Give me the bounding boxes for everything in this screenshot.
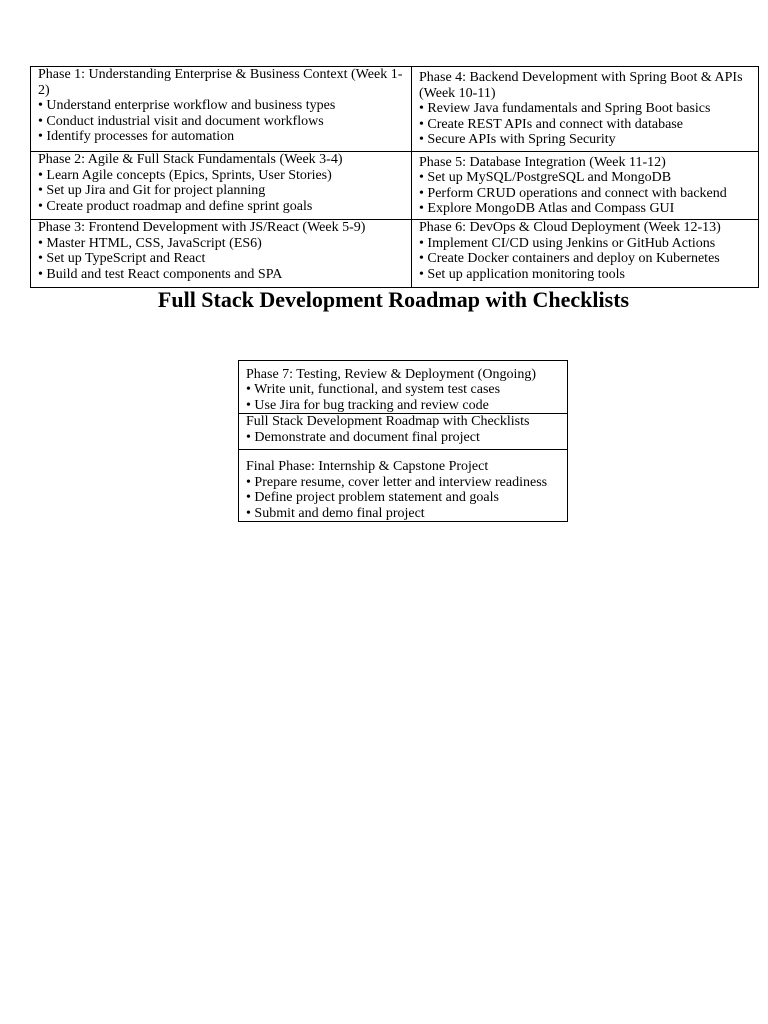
final-phases-table (238, 360, 568, 522)
phase-1-cell (31, 67, 412, 152)
roadmap-summary-cell (239, 414, 568, 450)
phase-7-title: Phase 7: Testing, Review & Deployment (Ongoing) (246, 366, 537, 382)
final-phase-title: Final Phase: Internship & Capstone Project (246, 459, 489, 474)
phase-7-item: • Write unit, functional, and system test cases (246, 382, 501, 397)
phase-1-item: • Identify processes for automation (38, 129, 235, 144)
phase-6-item: • Implement CI/CD using Jenkins or GitHub Actions (419, 235, 716, 251)
roadmap-summary-item: • Demonstrate and document final project (246, 429, 480, 445)
phase-2-item: • Set up Jira and Git for project planning (38, 183, 266, 198)
final-phase-cell (239, 450, 568, 522)
phase-1-title: Phase 1: Understanding Enterprise & Business Context (Week 1-2) (38, 67, 403, 98)
phase-4-cell (412, 67, 759, 152)
phase-4-item: • Review Java fundamentals and Spring Boot basics (419, 101, 711, 117)
phase-7-item: • Use Jira for bug tracking and review code (246, 397, 489, 413)
phase-3-cell (31, 220, 412, 288)
phase-4-title: Phase 4: Backend Development with Spring Boot & APIs (Week 10-11) (419, 70, 743, 101)
phase-5-title: Phase 5: Database Integration (Week 11-12) (419, 154, 666, 170)
phase-7-cell (239, 361, 568, 414)
table-row (239, 361, 568, 414)
phase-4-item: • Create REST APIs and connect with database (419, 116, 683, 132)
phase-3-item: • Master HTML, CSS, JavaScript (ES6) (38, 235, 262, 251)
final-phase-item: • Define project problem statement and goals (246, 490, 499, 505)
phase-5-item: • Perform CRUD operations and connect with backend (419, 185, 727, 201)
table-row (239, 414, 568, 450)
phase-3-item: • Build and test React components and SPA (38, 266, 283, 282)
final-phase-item: • Prepare resume, cover letter and interview readiness (246, 474, 548, 490)
roadmap-table (30, 66, 759, 288)
table-row (239, 450, 568, 522)
phase-5-item: • Explore MongoDB Atlas and Compass GUI (419, 201, 675, 216)
phase-2-cell (31, 152, 412, 220)
phase-1-item: • Understand enterprise workflow and business types (38, 98, 336, 113)
phase-4-item: • Secure APIs with Spring Security (419, 132, 616, 148)
phase-1-item: • Conduct industrial visit and document workflows (38, 113, 324, 129)
final-phase-item: • Submit and demo final project (246, 505, 425, 521)
phase-3-title: Phase 3: Frontend Development with JS/React (Week 5-9) (38, 220, 366, 235)
phase-2-title: Phase 2: Agile & Full Stack Fundamentals (Week 3-4) (38, 152, 343, 167)
table-row (31, 152, 759, 220)
phase-5-item: • Set up MySQL/PostgreSQL and MongoDB (419, 170, 672, 185)
phase-6-title: Phase 6: DevOps & Cloud Deployment (Week 12-13) (419, 220, 721, 235)
phase-2-item: • Learn Agile concepts (Epics, Sprints, User Stories) (38, 167, 332, 183)
table-row (31, 220, 759, 288)
phase-6-cell (412, 220, 759, 288)
phase-2-item: • Create product roadmap and define sprint goals (38, 198, 313, 214)
page-title: Full Stack Development Roadmap with Checklists (157, 287, 630, 312)
phase-5-cell (412, 152, 759, 220)
table-row (31, 67, 759, 152)
phase-6-item: • Set up application monitoring tools (419, 266, 625, 282)
phase-3-item: • Set up TypeScript and React (38, 251, 206, 266)
phase-6-item: • Create Docker containers and deploy on Kubernetes (419, 251, 720, 266)
roadmap-summary-title: Full Stack Development Roadmap with Checklists (246, 414, 530, 429)
